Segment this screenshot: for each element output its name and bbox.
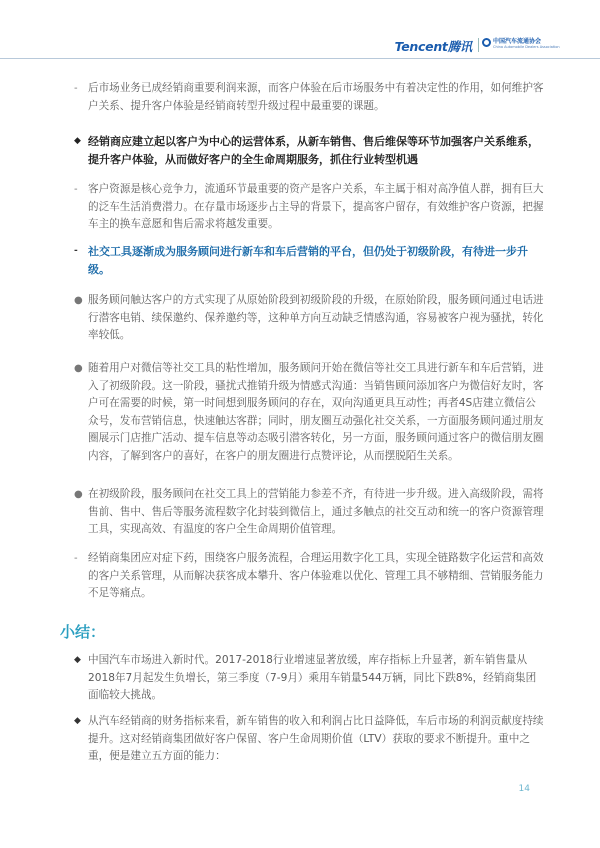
summary-item bbox=[74, 713, 546, 766]
dot-bullet-icon: ● bbox=[74, 295, 83, 306]
dot-bullet-icon: ● bbox=[74, 363, 83, 374]
summary-item-text: 中国汽车市场进入新时代。2017-2018行业增速显著放缓，库存指标上升显著，新车销售量从2018年7月起发生负增长，第三季度（7-9月）乘用车销量544万辆，同比下跌8%，经销商集团面临较大挑战。 bbox=[88, 654, 537, 702]
summary-item-text: 从汽车经销商的财务指标来看，新车销售的收入和利润占比日益降低，车后市场的利润贡献度持续提升。这对经销商集团做好客户保留、客户生命周期价值（LTV）获取的要求不断提升。重中之重，便是建立五方面的能力： bbox=[88, 715, 544, 763]
paragraph-text: 在初级阶段，服务顾问在社交工具上的营销能力参差不齐，有待进一步升级。进入高级阶段，需将售前、售中、售后等服务流程数字化封装到微信上，通过多触点的社交互动和统一的客户资源管理工具，实现高效、有温度的客户全生命周期价值管理。 bbox=[88, 488, 544, 536]
paragraph bbox=[74, 550, 546, 603]
page-number: 14 bbox=[518, 784, 530, 794]
diamond-bullet-icon: ◆ bbox=[74, 136, 81, 146]
highlight-point bbox=[74, 243, 546, 278]
tencent-logo: Tencent腾讯 bbox=[394, 39, 472, 54]
paragraph bbox=[74, 360, 546, 466]
dash-bullet: - bbox=[74, 553, 78, 564]
paragraph bbox=[74, 292, 546, 345]
paragraph-text: 随着用户对微信等社交工具的粘性增加，服务顾问开始在微信等社交工具进行新车和车后营销，进入了初级阶段。这一阶段，骚扰式推销升级为情感式沟通：当销售顾问添加客户为微信好友时，客户可在需要的时候，第一时间想到服务顾问的存在，双向沟通更具互动性；再者4S店建立微信公众号，发布营销信息，快速触达客群；同时，朋友圈互动强化社交关系，一方面服务顾问通过朋友圈展示门店推广活动、提车信息等动态吸引潜客转化，另一方面，服务顾问通过客户的微信朋友圈内容，了解到客户的喜好，在客户的朋友圈进行点赞评论，从而摆脱陌生关系。 bbox=[88, 362, 544, 462]
paragraph bbox=[74, 486, 546, 539]
dash-bullet: - bbox=[74, 83, 78, 94]
paragraph-text: 客户资源是核心竞争力，流通环节最重要的资产是客户关系，车主属于相对高净值人群，拥有巨大的泛车生活消费潜力。在存量市场逐步占主导的背景下，提高客户留存，有效维护客户资源，把握车主的换车意愿和售后需求将越发重要。 bbox=[88, 183, 544, 231]
paragraph-text: 经销商集团应对症下药，围绕客户服务流程，合理运用数字化工具，实现全链路数字化运营和高效的客户关系管理，从而解决获客成本攀升、客户体验难以优化、管理工具不够精细、营销服务能力不足等痛点。 bbox=[88, 552, 544, 600]
dash-bullet: - bbox=[74, 184, 78, 195]
key-point-text: 经销商应建立起以客户为中心的运营体系，从新车销售、售后维保等环节加强客户关系维系，提升客户体验，从而做好客户的全生命周期服务，抓住行业转型机遇 bbox=[88, 135, 539, 166]
caam-logo-name: 中国汽车流通协会 bbox=[493, 38, 542, 45]
caam-logo-subtitle: China Automobile Dealers Association bbox=[493, 45, 560, 49]
highlight-point-text: 社交工具逐渐成为服务顾问进行新车和车后营销的平台，但仍处于初级阶段，有待进一步升级。 bbox=[88, 245, 528, 276]
caam-emblem-icon bbox=[482, 38, 491, 47]
summary-item bbox=[74, 652, 546, 705]
paragraph bbox=[74, 181, 546, 234]
logo-separator bbox=[478, 38, 479, 52]
paragraph bbox=[74, 80, 546, 115]
paragraph-text: 后市场业务已成经销商重要利润来源，而客户体验在后市场服务中有着决定性的作用，如何维护客户关系、提升客户体验是经销商转型升级过程中最重要的课题。 bbox=[88, 82, 544, 112]
dash-bullet: - bbox=[74, 246, 78, 256]
paragraph-text: 服务顾问触达客户的方式实现了从原始阶段到初级阶段的升级，在原始阶段，服务顾问通过电话进行潜客电销、续保邀约、保养邀约等，这种单方向互动缺乏情感沟通，容易被客户视为骚扰，转化率较低。 bbox=[88, 294, 544, 342]
dot-bullet-icon: ● bbox=[74, 489, 83, 500]
key-point bbox=[74, 133, 546, 168]
diamond-bullet-icon: ◆ bbox=[74, 655, 81, 665]
header-divider bbox=[0, 58, 600, 59]
summary-title: 小结： bbox=[60, 623, 106, 641]
diamond-bullet-icon: ◆ bbox=[74, 716, 81, 726]
caam-logo bbox=[482, 37, 560, 55]
